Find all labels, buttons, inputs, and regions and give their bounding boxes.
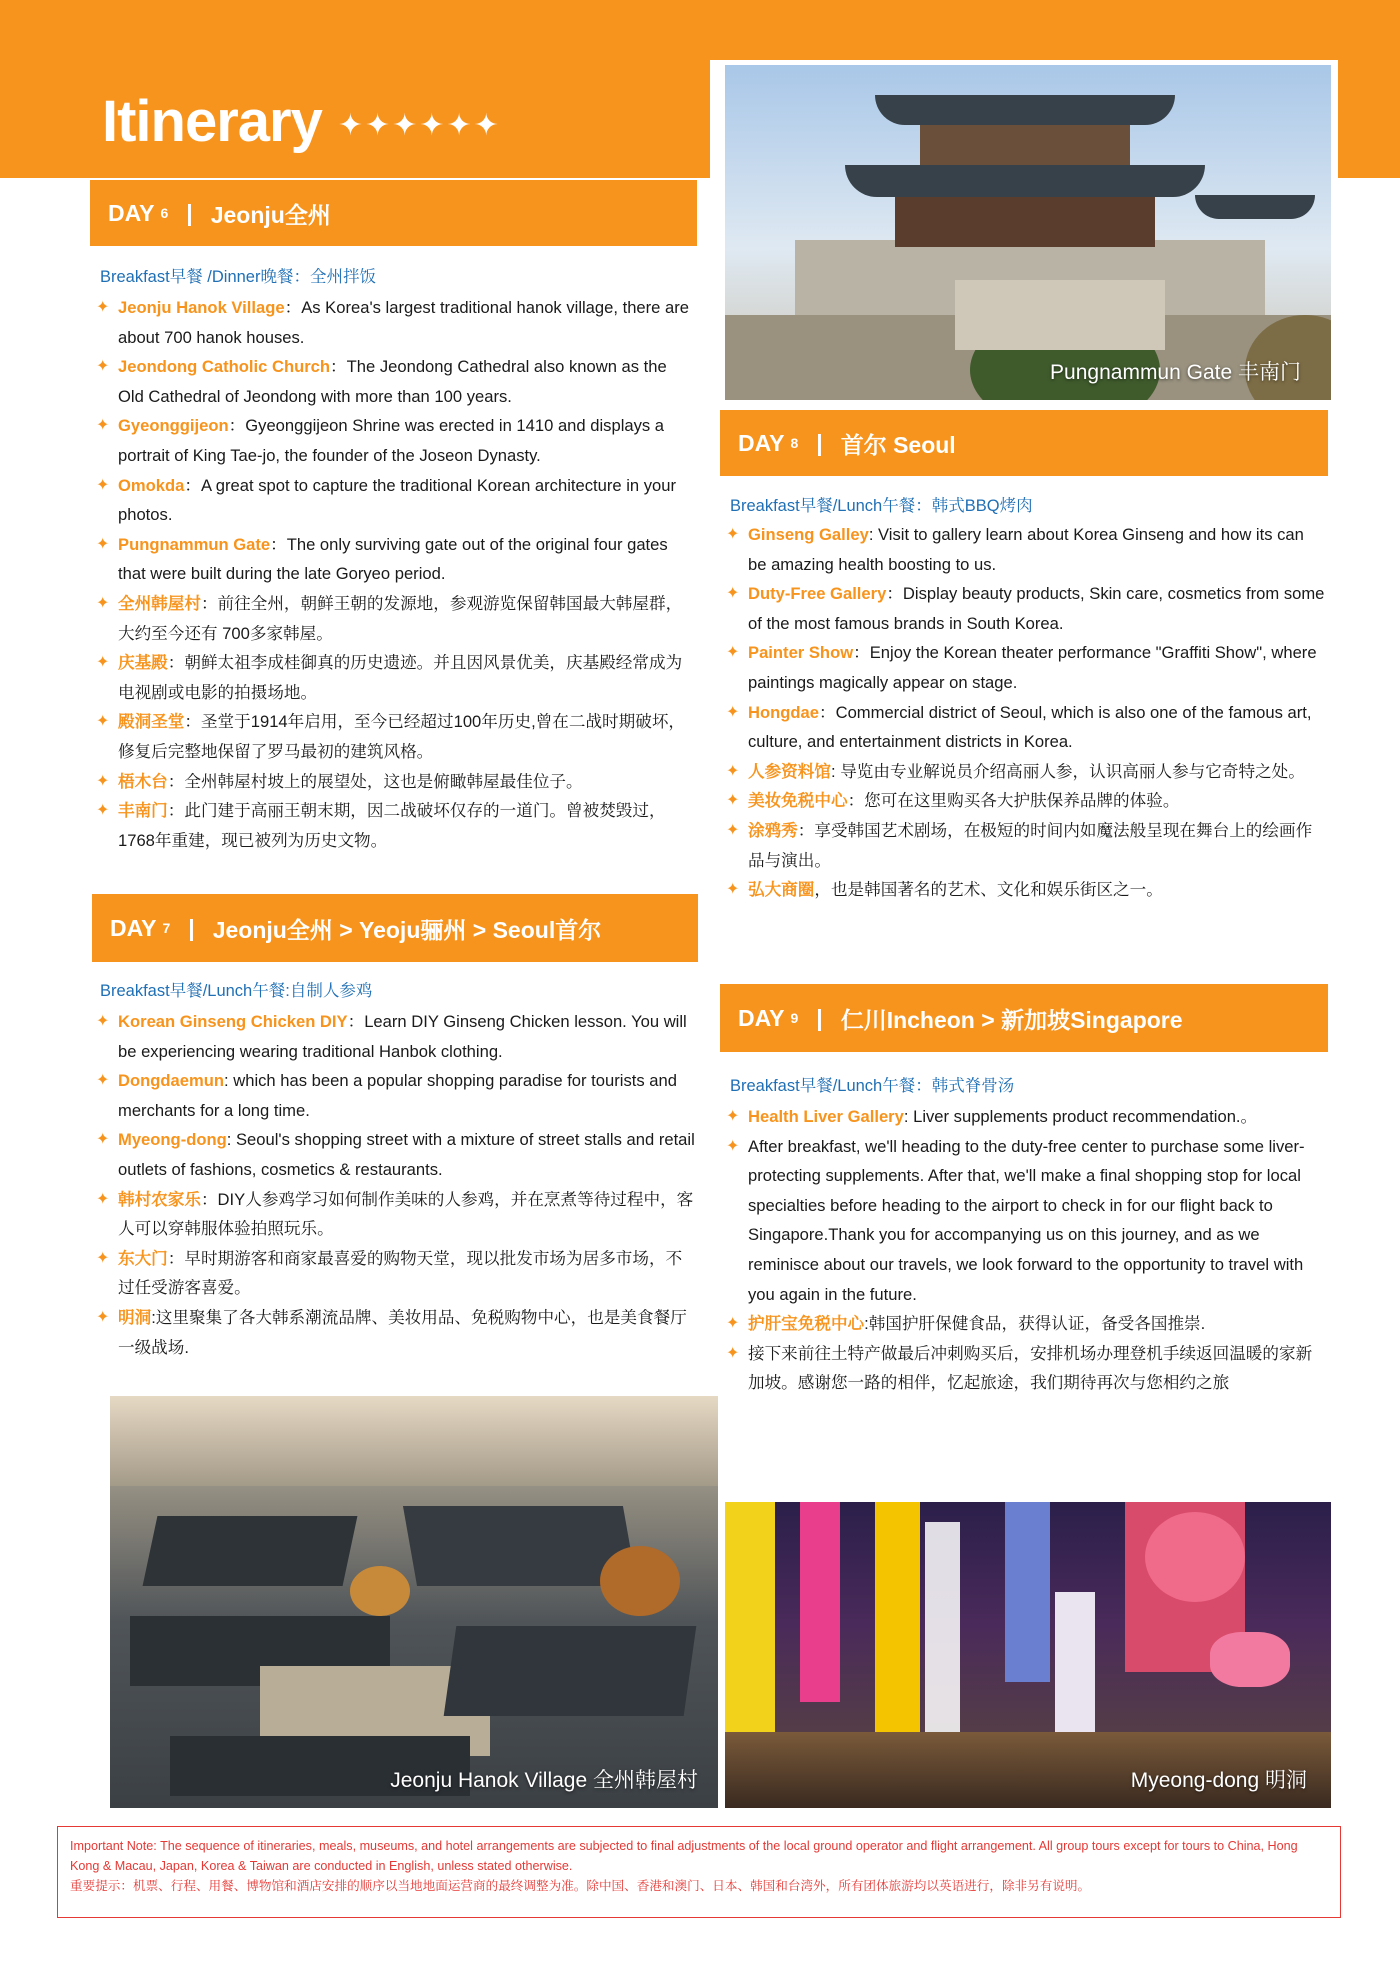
attraction-description: : Liver supplements product recommendation.。 [903,1107,1258,1126]
attraction-description: ：Gyeonggijeon Shrine was erected in 1410 and displays a portrait of King Tae-jo, the founder of the Joseon Dynasty. [118,416,665,465]
day6-list-item [96,648,696,707]
day9-header: DAY 9 | 仁川Incheon > 新加坡Singapore [720,984,1328,1052]
hanok-village-caption: Jeonju Hanok Village 全州韩屋村 [390,1769,698,1792]
day6-list [96,293,696,855]
important-note [57,1826,1341,1918]
attraction-description: 接下来前往土特产做最后冲刺购买后，安排机场办理登机手续返回温暖的家新加坡。感谢您一路的相伴，忆起旅途，我们期待再次与您相约之旅 [748,1343,1313,1393]
day6-header: DAY 6 | Jeonju全州 [90,180,697,246]
star-bullet-icon: ✦ [96,358,110,376]
day7-list [96,1007,696,1362]
day6-place: Jeonju全州 [210,201,331,228]
note-english: Important Note: The sequence of itineraries, meals, museums, and hotel arrangements are subjected to final adjustments of the local ground operator and flight arrangement. All group tours except for tours to China, Hong Kong & Macau, Japan, Korea & Taiwan are conducted in English, unless stated otherwise. [70,1839,1298,1873]
day6-list-item [96,352,696,411]
day7-list-item [96,1303,696,1362]
day6-list-item [96,796,696,855]
attraction-description: :这里聚集了各大韩系潮流品牌、美妆用品、免税购物中心，也是美食餐厅一级战场. [118,1307,687,1357]
star-bullet-icon: ✦ [96,1131,110,1149]
attraction-name: 护肝宝免税中心 [748,1314,865,1334]
attraction-description: ：您可在这里购买各大护肤保养品牌的体验。 [847,791,1180,811]
attraction-name: 弘大商圈 [748,880,815,900]
star-bullet-icon: ✦ [726,881,740,899]
day8-list-item [726,698,1326,757]
attraction-name: Jeonju Hanok Village [118,298,285,317]
attraction-description: : Seoul's shopping street with a mixture of street stalls and retail outlets of fashions, cosmetics & restaurants. [118,1130,695,1179]
day9-list-item [726,1309,1326,1339]
attraction-name: Dongdaemun [118,1071,225,1091]
gate-photo [725,65,1331,400]
note-chinese: 重要提示：机票、行程、用餐、博物馆和酒店安排的顺序以当地地面运营商的最终调整为准。除中国、香港和澳门、日本、韩国和台湾外，所有团体旅游均以英语进行，除非另有说明。 [70,1879,1091,1893]
day7-list-item [96,1007,696,1066]
day6-list-item [96,530,696,589]
star-bullet-icon: ✦ [96,476,110,494]
day8-list [726,520,1326,905]
attraction-name: 美妆免税中心 [748,791,848,811]
star-bullet-icon: ✦ [726,762,740,780]
attraction-description: ：早时期游客和商家最喜爱的购物天堂，现以批发市场为居多市场，不过任受游客喜爱。 [118,1248,683,1298]
star-bullet-icon: ✦ [96,1249,110,1267]
attraction-description: ：圣堂于1914年启用，至今已经超过100年历史,曾在二战时期破坏，修复后完整地保留了罗马最初的建筑风格。 [118,712,686,761]
attraction-name: 明洞 [118,1307,152,1327]
myeongdong-photo [725,1502,1331,1808]
attraction-description: ：前往全州，朝鲜王朝的发源地，参观游览保留韩国最大韩屋群，大约至今还有 700多家韩屋。 [118,593,683,643]
attraction-name: Korean Ginseng Chicken DIY [118,1012,348,1031]
day6-list-item [96,707,696,766]
attraction-description: ：Learn DIY Ginseng Chicken lesson. You will be experiencing wearing traditional Hanbok clothing. [118,1012,687,1061]
star-bullet-icon: ✦ [96,1190,110,1208]
day7-list-item [96,1244,696,1303]
star-bullet-icon: ✦ [96,772,110,790]
day6-list-item [96,767,696,797]
star-bullet-icon: ✦ [96,1308,110,1326]
attraction-description: ：享受韩国艺术剧场，在极短的时间内如魔法般呈现在舞台上的绘画作品与演出。 [748,820,1313,870]
attraction-name: 涂鸦秀 [748,820,798,840]
attraction-description: ：DIY人参鸡学习如何制作美味的人参鸡，并在烹煮等待过程中，客人可以穿韩服体验拍照玩乐。 [118,1189,694,1239]
day9-list-item [726,1102,1326,1132]
star-bullet-icon: ✦ [726,1315,740,1333]
day9-place: 仁川Incheon > 新加坡Singapore [840,1006,1183,1033]
star-bullet-icon: ✦ [96,1013,110,1030]
star-bullet-icon: ✦ [96,713,110,731]
star-bullet-icon: ✦ [96,1072,110,1090]
attraction-name: 庆基殿 [118,653,168,673]
day7-list-item [96,1185,696,1244]
attraction-description: ：全州韩屋村坡上的展望处，这也是俯瞰韩屋最佳位子。 [167,771,583,791]
gate-photo-caption: Pungnammun Gate 丰南门 [1050,361,1301,384]
star-bullet-icon: ✦ [726,585,740,603]
attraction-description: After breakfast, we'll heading to the duty-free center to purchase some liver-protecting supplements. After that, we'll make a final shopping stop for local specialties before heading to the airport to check in for our flight back to Singapore.Thank you for accompanying us on this journey, and as we reminisce about our travels, we look forward to the opportunity to travel with you again in the future. [748,1136,1305,1304]
star-bullet-icon: ✦ [726,1137,740,1155]
day8-list-item [726,520,1326,579]
attraction-description: ：As Korea's largest traditional hanok village, there are about 700 hanok houses. [118,298,690,347]
day6-list-item [96,471,696,530]
page-title: Itinerary ✦✦✦✦✦✦ [102,89,501,154]
star-bullet-icon: ✦ [96,654,110,672]
day7-meal: Breakfast早餐/Lunch午餐:自制人参鸡 [100,982,373,1000]
day6-meal: Breakfast早餐 /Dinner晚餐：全州拌饭 [100,268,376,286]
attraction-description: : Visit to gallery learn about Korea Ginseng and how its can be amazing health boosting to us. [748,525,1304,574]
day6-list-item [96,411,696,470]
day7-header: DAY 7 | Jeonju全州 > Yeoju骊州 > Seoul首尔 [92,894,698,962]
myeongdong-caption: Myeong-dong 明洞 [1130,1769,1307,1792]
star-bullet-icon: ✦ [96,802,110,820]
stars-decoration: ✦✦✦✦✦✦ [337,109,501,143]
day8-list-item [726,579,1326,638]
day8-list-item [726,875,1326,905]
attraction-description: ：A great spot to capture the traditional Korean architecture in your photos. [118,475,677,525]
attraction-description: ：朝鲜太祖李成桂御真的历史遗迹。并且因风景优美，庆基殿经常成为电视剧或电影的拍摄场地。 [118,653,683,702]
day7-list-item [96,1066,696,1125]
star-bullet-icon: ✦ [96,299,110,316]
day9-list-item [726,1132,1326,1310]
attraction-name: Omokda [118,475,185,495]
attraction-name: 殿洞圣堂 [118,712,185,732]
attraction-description: ：Display beauty products, Skin care, cosmetics from some of the most famous brands in South Korea. [748,584,1325,633]
attraction-name: Hongdae [748,702,819,722]
star-bullet-icon: ✦ [726,526,740,543]
attraction-name: 梧木台 [118,771,168,791]
attraction-description: ：The Jeondong Cathedral also known as the Old Cathedral of Jeondong with more than 100 years. [118,357,667,406]
day9-list [726,1102,1326,1398]
attraction-description: : which has been a popular shopping paradise for tourists and merchants for a long time. [118,1071,677,1120]
star-bullet-icon: ✦ [96,417,110,435]
day9-meal: Breakfast早餐/Lunch午餐：韩式脊骨汤 [730,1077,1015,1095]
star-bullet-icon: ✦ [726,792,740,810]
star-bullet-icon: ✦ [726,644,740,662]
hanok-village-photo [110,1396,718,1808]
attraction-description: ：此门建于高丽王朝末期，因二战破坏仅存的一道门。曾被焚毁过，1768年重建，现已被列为历史文物。 [118,801,666,850]
attraction-name: 韩村农家乐 [118,1189,201,1209]
star-bullet-icon: ✦ [726,1108,740,1125]
attraction-description: ：Commercial district of Seoul, which is also one of the famous art, culture, and entertainment districts in Korea. [748,702,1312,752]
day8-header: DAY 8 | 首尔 Seoul [720,410,1328,476]
day6-list-item [96,589,696,648]
day8-list-item [726,757,1326,787]
day7-list-item [96,1125,696,1184]
attraction-name: Gyeonggijeon [118,416,229,436]
attraction-name: 全州韩屋村 [118,593,201,613]
day8-list-item [726,786,1326,816]
day8-meal: Breakfast早餐/Lunch午餐：韩式BBQ烤肉 [730,497,1033,515]
day9-list-item [726,1339,1326,1398]
attraction-name: 丰南门 [118,801,168,821]
star-bullet-icon: ✦ [726,821,740,839]
attraction-name: Ginseng Galley [748,525,869,544]
day8-place: 首尔 Seoul [840,431,956,458]
attraction-description: :韩国护肝保健食品，获得认证，备受各国推崇. [864,1314,1206,1334]
day7-place: Jeonju全州 > Yeoju骊州 > Seoul首尔 [212,916,602,943]
star-bullet-icon: ✦ [96,535,110,553]
attraction-name: Pungnammun Gate [118,534,271,554]
attraction-description: ：Enjoy the Korean theater performance "Graffiti Show", where paintings magically appear on stage. [748,643,1317,692]
attraction-description: ，也是韩国著名的艺术、文化和娱乐街区之一。 [814,880,1163,900]
attraction-name: Duty-Free Gallery [748,584,887,604]
attraction-description: ：The only surviving gate out of the original four gates that were built during the late Goryeo period. [118,534,668,584]
attraction-name: Myeong-dong [118,1130,227,1150]
attraction-name: Painter Show [748,643,854,663]
star-bullet-icon: ✦ [726,703,740,721]
attraction-name: 人参资料馆 [748,761,831,781]
star-bullet-icon: ✦ [96,594,110,612]
attraction-name: Jeondong Catholic Church [118,357,331,377]
day8-list-item [726,638,1326,697]
day6-list-item [96,293,696,352]
star-bullet-icon: ✦ [726,1344,740,1362]
attraction-name: Health Liver Gallery [748,1107,904,1126]
attraction-description: : 导览由专业解说员介绍高丽人参，认识高丽人参与它奇特之处。 [830,761,1305,781]
attraction-name: 东大门 [118,1248,168,1268]
day8-list-item [726,816,1326,875]
